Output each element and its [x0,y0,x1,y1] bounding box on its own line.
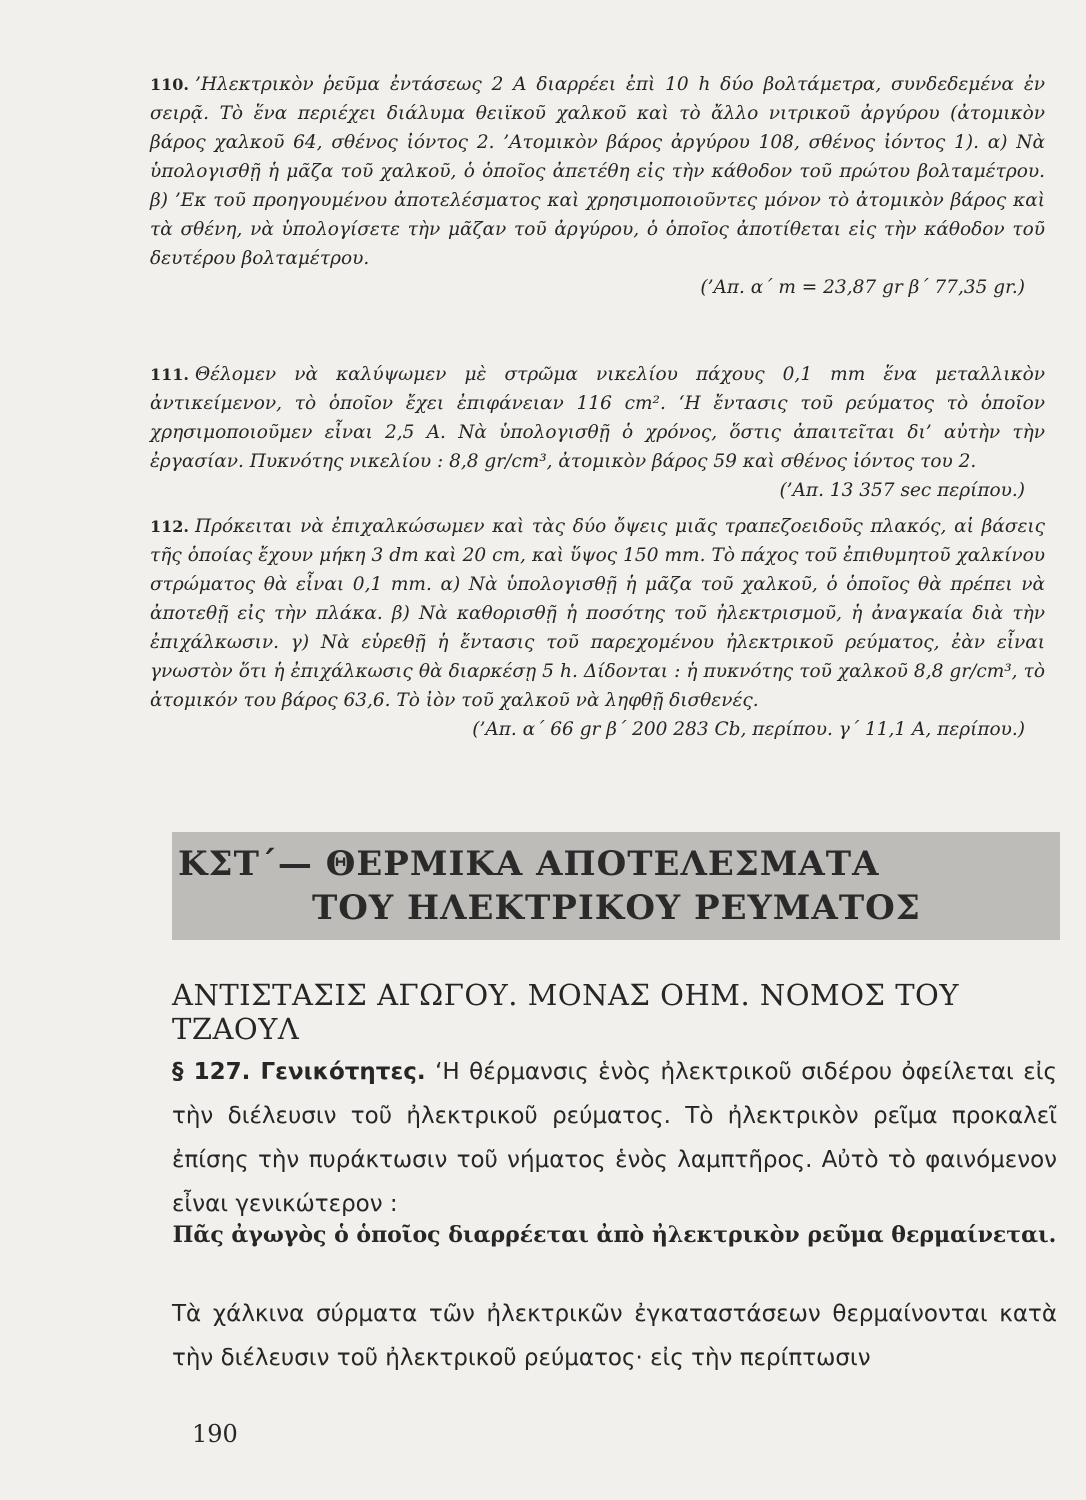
closing-paragraph: Τὰ χάλκινα σύρματα τῶν ἠλεκτρικῶν ἐγκαταστάσεων θερμαίνονται κατὰ τὴν διέλευσιν τοῦ ἠλεκτρικοῦ ρεύματος· εἰς τὴν περίπτωσιν [172,1301,1057,1371]
problem-text: ’Ηλεκτρικὸν ῥεῦμα ἐντάσεως 2 A διαρρέει ἐπὶ 10 h δύο βολτάμετρα, συνδεδεμένα ἐν σειρᾷ. Τὸ ἕνα περιέχει διάλυμα θειϊκοῦ χαλκοῦ καὶ τὸ ἄλλο νιτρικοῦ ἀργύρου (ἀτομικὸν βάρος χαλκοῦ 64, σθένος ἰόντος 2. ’Ατομικὸν βάρος ἀργύρου 108, σθένος ἰόντος 1). α) Νὰ ὑπολογισθῇ ἡ μᾶζα τοῦ χαλκοῦ, ὁ ὁποῖος ἀπετέθη εἰς τὴν κάθοδον τοῦ πρώτου βολταμέτρου. β) ’Εκ τοῦ προηγουμένου ἀποτελέσματος καὶ χρησιμοποιοῦντες μόνον τὸ ἀτομικὸν βάρος καὶ τὰ σθένη, νὰ ὑπολογίσετε τὴν μᾶζαν τοῦ ἀργύρου, ὁ ὁποῖος ἀποτίθεται εἰς τὴν κάθοδον τοῦ δευτέρου βολταμέτρου. [150,74,1045,269]
problem-number: 112. [150,517,189,536]
principle-statement: Πᾶς ἀγωγὸς ὁ ὁποῖος διαρρέεται ἀπὸ ἠλεκτρικὸν ρεῦμα θερμαίνεται. [172,1222,1057,1248]
problem-number: 110. [150,75,189,94]
problem-text: Πρόκειται νὰ ἐπιχαλκώσωμεν καὶ τὰς δύο ὄψεις μιᾶς τραπεζοειδοῦς πλακός, αἱ βάσεις τῆς ὁποίας ἔχουν μήκη 3 dm καὶ 20 cm, καὶ ὕψος 150 mm. Τὸ πάχος τοῦ ἐπιθυμητοῦ χαλκίνου στρώματος θὰ εἶναι 0,1 mm. α) Νὰ ὑπολογισθῇ ἡ μᾶζα τοῦ χαλκοῦ, ὁ ὁποῖος θὰ πρέπει νὰ ἀποτεθῇ εἰς τὴν πλάκα. β) Νὰ καθορισθῇ ἡ ποσότης τοῦ ἠλεκτρισμοῦ, ἡ ἀναγκαία διὰ τὴν ἐπιχάλκωσιν. γ) Νὰ εὑρεθῇ ἡ ἔντασις τοῦ παρεχομένου ἠλεκτρικοῦ ρεύματος, ἐὰν εἶναι γνωστὸν ὅτι ἡ ἐπιχάλκωσις θὰ διαρκέσῃ 5 h. Δίδονται : ἡ πυκνότης τοῦ χαλκοῦ 8,8 gr/cm³, τὸ ἀτομικόν του βάρος 63,6. Τὸ ἰὸν τοῦ χαλκοῦ νὰ ληφθῇ δισθενές. [150,516,1045,711]
section-label: § 127. Γενικότητες. [172,1059,426,1085]
problem-112 [150,512,1045,744]
chapter-title-line1: ΚΣΤ΄— ΘΕΡΜΙΚΑ ΑΠΟΤΕΛΕΣΜΑΤΑ [178,844,880,884]
chapter-title [172,842,1060,930]
section-text: ‘Η θέρμανσις ἑνὸς ἠλεκτρικοῦ σιδέρου ὀφείλεται εἰς τὴν διέλευσιν τοῦ ἠλεκτρικοῦ ρεύματος. Τὸ ἠλεκτρικὸν ρεῖμα προκαλεῖ ἐπίσης τὴν πυράκτωσιν τοῦ νήματος ἑνὸς λαμπτῆρος. Αὐτὸ τὸ φαινόμενον εἶναι γενικώτερον : [172,1059,1057,1217]
problem-answer: (’Απ. α΄ 66 gr β΄ 200 283 Cb, περίπου. γ΄ 11,1 A, περίπου.) [472,719,1025,740]
problem-number: 111. [150,365,189,384]
problem-answer: (’Απ. 13 357 sec περίπου.) [779,480,1025,501]
problem-text: Θέλομεν νὰ καλύψωμεν μὲ στρῶμα νικελίου πάχους 0,1 mm ἕνα μεταλλικὸν ἀντικείμενον, τὸ ὁποῖον ἔχει ἐπιφάνειαν 116 cm². ‘Η ἔντασις τοῦ ρεύματος τὸ ὁποῖον χρησιμοποιοῦμεν εἶναι 2,5 A. Νὰ ὑπολογισθῇ ὁ χρόνος, ὅστις ἀπαιτεῖται δι’ αὐτὴν τὴν ἐργασίαν. Πυκνότης νικελίου : 8,8 gr/cm³, ἀτομικὸν βάρος 59 καὶ σθένος ἰόντος του 2. [150,364,1045,472]
problem-111 [150,360,1045,505]
chapter-title-line2: ΤΟΥ ΗΛΕΚΤΡΙΚΟΥ ΡΕΥΜΑΤΟΣ [312,888,921,928]
section-127-paragraph [172,1050,1057,1226]
problem-110 [150,70,1045,302]
page-number: 190 [192,1420,238,1448]
chapter-banner [172,832,1060,940]
section-heading: ΑΝΤΙΣΤΑΣΙΣ ΑΓΩΓΟΥ. ΜΟΝΑΣ ΟΗΜ. ΝΟΜΟΣ ΤΟΥ ΤΖΑΟΥΛ [172,978,959,1046]
problem-answer: (’Απ. α΄ m = 23,87 gr β΄ 77,35 gr.) [700,277,1025,298]
